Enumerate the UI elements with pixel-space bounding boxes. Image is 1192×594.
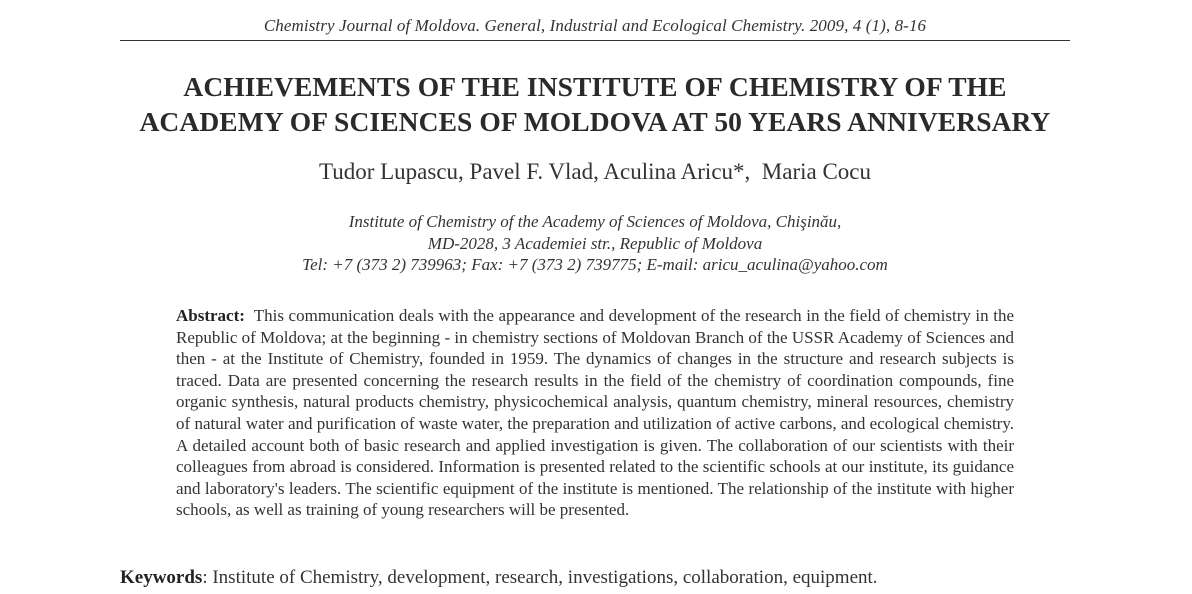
affiliation-block <box>120 211 1070 276</box>
keywords-block <box>120 567 1070 589</box>
paper-title-line-2: ACADEMY OF SCIENCES OF MOLDOVA AT 50 YEARS ANNIVERSARY <box>139 106 1051 137</box>
abstract-text: This communication deals with the appearance and development of the research in the field of chemistry in the Republic of Moldova; at the beginning - in chemistry sections of Moldovan Branch of the USSR Academy of Sciences and then - at the Institute of Chemistry, founded in 1959. The dynamics of changes in the structure and research subjects is traced. Data are presented concerning the research results in the field of the chemistry of coordination compounds, fine organic synthesis, natural products chemistry, physicochemical analysis, quantum chemistry, mineral resources, chemistry of natural water and purification of waste water, the preparation and utilization of active carbons, and ecological chemistry. A detailed account both of basic research and applied investigation is given. The collaboration of our scientists with their colleagues from abroad is considered. Information is presented related to the scientific schools at our institute, its guidance and laboratory's leaders. The scientific equipment of the institute is mentioned. The relationship of the institute with higher schools, as well as training of young researchers will be presented. <box>176 306 1014 520</box>
affiliation-contact-line: Tel: +7 (373 2) 739963; Fax: +7 (373 2) 739775; E-mail: aricu_aculina@yahoo.com <box>302 255 888 274</box>
abstract-block <box>176 305 1014 521</box>
affiliation-line-2: MD-2028, 3 Academiei str., Republic of Moldova <box>427 233 763 253</box>
paper-title-line-1: ACHIEVEMENTS OF THE INSTITUTE OF CHEMISTRY OF THE <box>183 71 1007 102</box>
header-divider <box>120 40 1070 41</box>
abstract-label: Abstract: <box>176 306 245 325</box>
affiliation-line-1: Institute of Chemistry of the Academy of Sciences of Moldova, Chişinău, <box>348 212 842 231</box>
keywords-text: : Institute of Chemistry, development, research, investigations, collaboration, equipment. <box>202 567 878 588</box>
paper-title <box>120 69 1070 139</box>
author-list: Tudor Lupascu, Pavel F. Vlad, Aculina Aricu*, Maria Cocu <box>318 159 871 184</box>
journal-header: Chemistry Journal of Moldova. General, Industrial and Ecological Chemistry. 2009, 4 (1), 8-16 <box>263 16 927 35</box>
keywords-label: Keywords <box>120 567 203 588</box>
